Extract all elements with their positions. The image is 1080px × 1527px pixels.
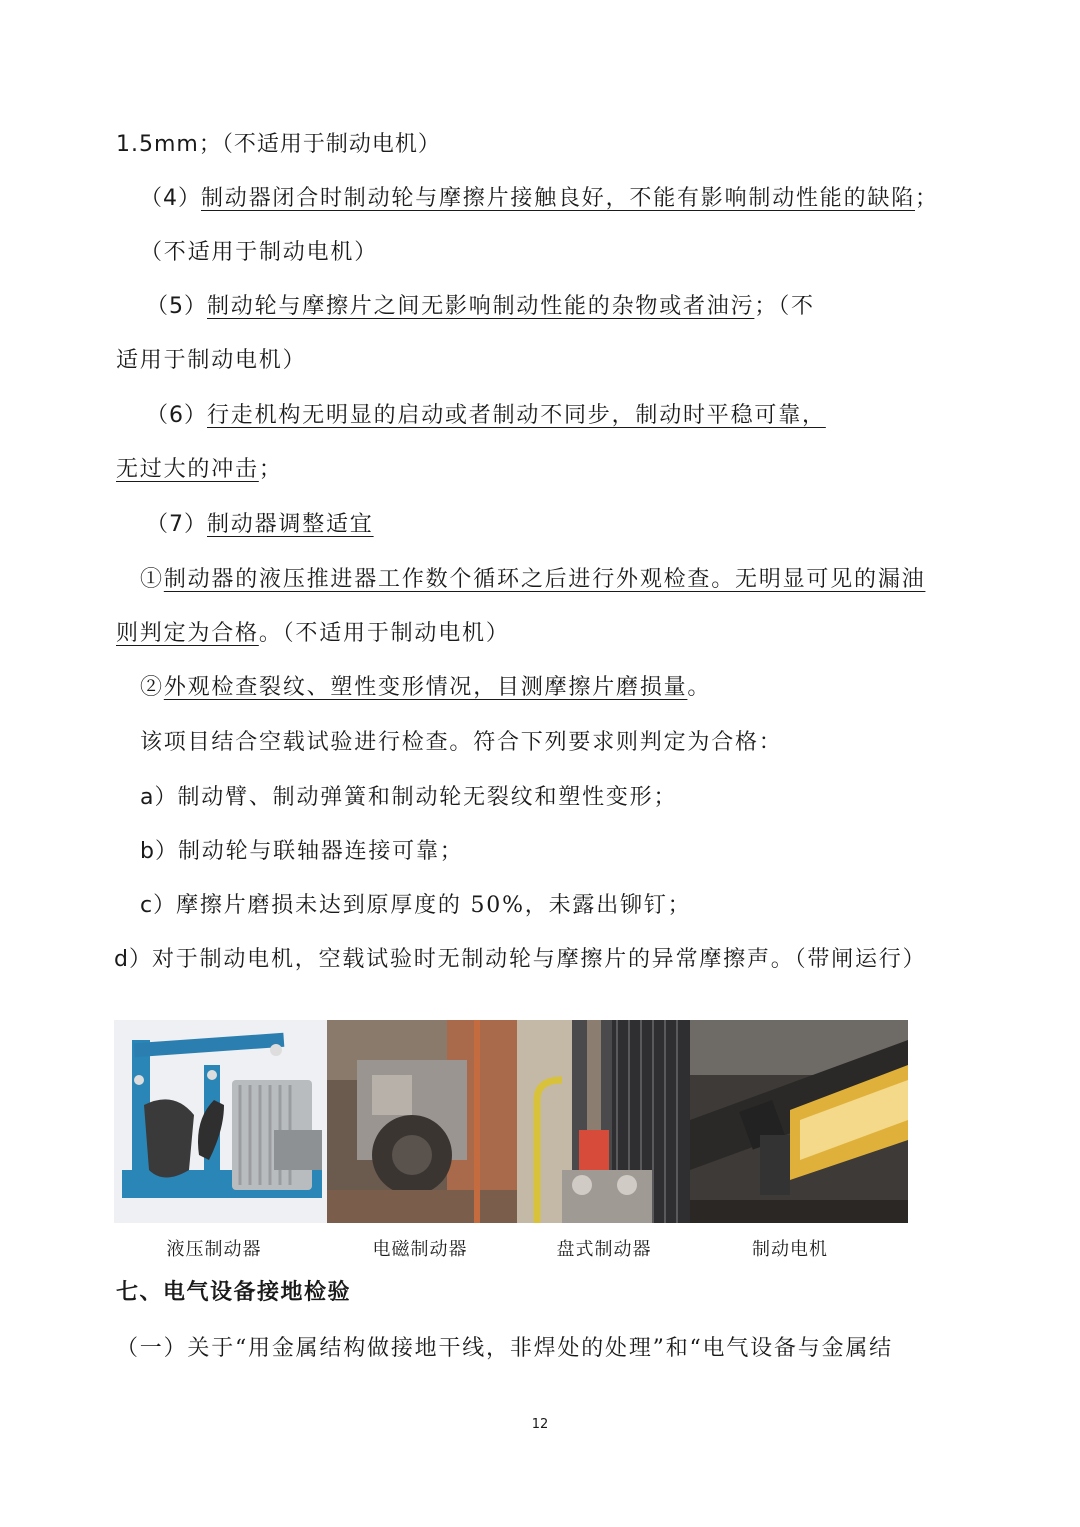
- criterion-c: [140, 891, 691, 921]
- photo-caption: 液压制动器: [166, 1239, 262, 1260]
- item-4: [140, 184, 939, 214]
- criterion-b: [140, 837, 464, 867]
- item-number: （4）: [140, 186, 201, 211]
- text-line: [116, 130, 441, 160]
- line-text: 1.5mm；（不适用于制动电机）: [116, 132, 441, 157]
- punctuation: 。: [687, 675, 712, 700]
- text-line: [140, 728, 783, 758]
- item-number: d）: [114, 947, 152, 972]
- line-text: 该项目结合空载试验进行检查。符合下列要求则判定为合格：: [140, 730, 783, 755]
- punctuation: 。（不适用于制动电机）: [258, 621, 510, 646]
- photo-caption: 盘式制动器: [556, 1239, 652, 1260]
- line-text: （不适用于制动电机）: [140, 240, 379, 265]
- item-number: （6）: [146, 403, 207, 428]
- item-number: c）: [140, 893, 177, 918]
- punctuation: ；: [915, 186, 939, 211]
- section-heading: 七、电气设备接地检验: [116, 1280, 352, 1305]
- criterion-d: [114, 945, 926, 975]
- photo-caption: 电磁制动器: [372, 1239, 468, 1260]
- page-number: 12: [531, 1417, 549, 1432]
- item-number: ①: [140, 567, 164, 592]
- criterion-a: [140, 783, 677, 813]
- sub-item-1: [140, 565, 925, 595]
- line-text: （一）关于“用金属结构做接地干线，非焊处的处理”和“电气设备与金属结: [116, 1336, 893, 1361]
- item-text: 无过大的冲击: [116, 457, 259, 482]
- text-line: [116, 346, 306, 376]
- item-text: 制动器的液压推进器工作数个循环之后进行外观检查。无明显可见的漏油: [163, 567, 926, 592]
- item-number: b）: [140, 839, 178, 864]
- item-text: 制动器调整适宜: [207, 512, 374, 537]
- text-line: [116, 455, 283, 485]
- item-text: 行走机构无明显的启动或者制动不同步，制动时平稳可靠，: [207, 403, 826, 428]
- item-text: 对于制动电机，空载试验时无制动轮与摩擦片的异常摩擦声。（带闸运行）: [151, 947, 927, 972]
- line-text: 适用于制动电机）: [116, 348, 307, 373]
- photo-caption: 制动电机: [752, 1239, 828, 1260]
- item-text: 摩擦片磨损未达到原厚度的 50%，未露出铆钉；: [176, 893, 692, 918]
- item-text: 制动器闭合时制动轮与摩擦片接触良好，不能有影响制动性能的缺陷: [201, 186, 916, 211]
- item-5: [146, 292, 815, 322]
- item-text: 外观检查裂纹、塑性变形情况，目测摩擦片磨损量: [163, 675, 688, 700]
- item-number: ②: [140, 675, 164, 700]
- item-number: （7）: [146, 512, 207, 537]
- item-number: a）: [140, 785, 178, 810]
- text-line: [116, 619, 510, 649]
- item-6: [146, 401, 826, 431]
- punctuation: ；（不: [754, 294, 815, 319]
- item-text: 制动轮与联轴器连接可靠；: [177, 839, 464, 864]
- text-line: [116, 1334, 893, 1364]
- item-number: （5）: [146, 294, 207, 319]
- brake-motor-photo: [690, 1020, 908, 1223]
- item-text: 制动轮与摩擦片之间无影响制动性能的杂物或者油污: [207, 294, 755, 319]
- electromagnetic-brake-photo: [327, 1020, 517, 1223]
- punctuation: ；: [258, 457, 283, 482]
- item-7: [146, 510, 374, 540]
- hydraulic-brake-photo: [114, 1020, 327, 1223]
- item-text: 则判定为合格: [116, 621, 259, 646]
- text-line: [140, 238, 378, 268]
- item-text: 制动臂、制动弹簧和制动轮无裂纹和塑性变形；: [177, 785, 678, 810]
- sub-item-2: [140, 673, 711, 703]
- disc-brake-photo: [517, 1020, 690, 1223]
